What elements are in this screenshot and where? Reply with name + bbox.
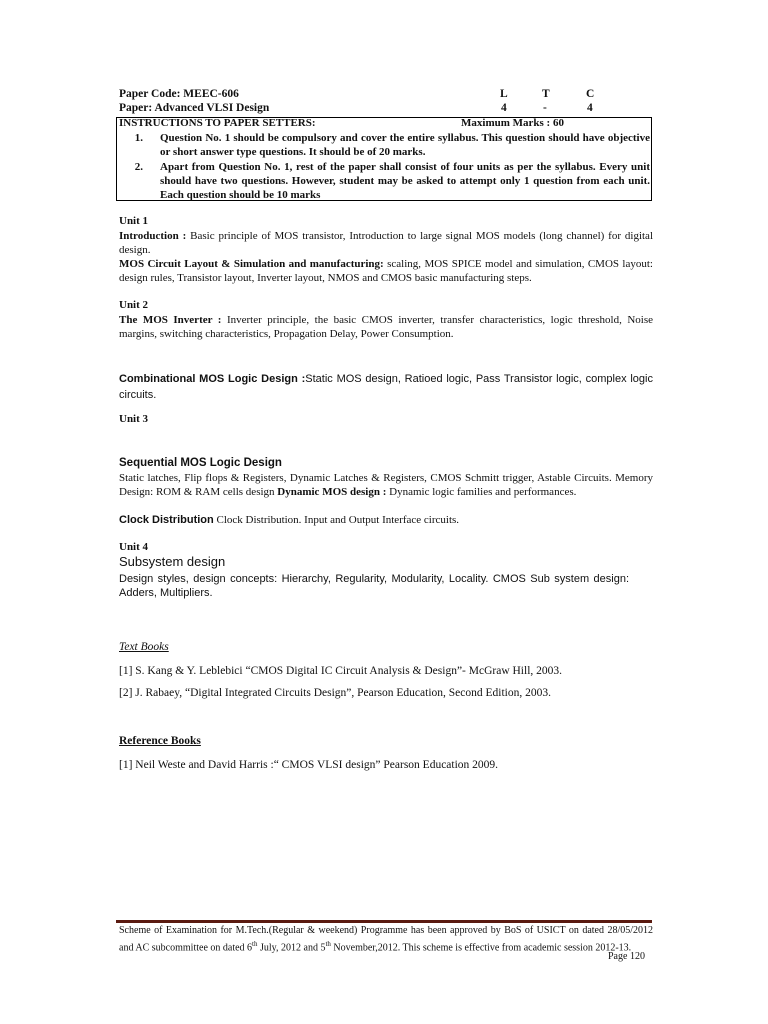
footer-text: Scheme of Examination for M.Tech.(Regular & weekend) Programme has been approved by BoS of USICT on dated 28/05/2012 and AC subcommittee on dated 6 [119, 925, 653, 953]
unit-1-layout [119, 257, 653, 285]
unit-3-title: Unit 3 [119, 413, 149, 425]
paper-name: Paper: Advanced VLSI Design [119, 102, 270, 114]
combinational-text: Static MOS design, Ratioed logic, Pass Transistor logic, complex logic circuits. [119, 373, 653, 401]
l-value: 4 [501, 102, 507, 114]
unit-3-clock [119, 513, 653, 527]
footer-rule [116, 920, 652, 923]
text-book-item: [1] S. Kang & Y. Leblebici “CMOS Digital IC Circuit Analysis & Design”- McGraw Hill, 2003. [119, 665, 563, 677]
combinational-label: Combinational MOS Logic Design : [119, 373, 306, 385]
dynamic-text: Dynamic logic families and performances. [386, 486, 577, 498]
unit-4-text: Design styles, design concepts: Hierarchy, Regularity, Modularity, Locality. CMOS Sub system design: Adders, Multipliers. [119, 573, 629, 599]
reference-books-heading: Reference Books [119, 735, 201, 747]
instruction-text: Apart from Question No. 1, rest of the paper shall consist of four units as per the syllabus. Every unit should have two questions. However, student may be asked to attempt only 1 question from each unit. Each question should be 10 marks [160, 161, 650, 201]
instruction-item [119, 160, 653, 202]
reference-book-item: [1] Neil Weste and David Harris :“ CMOS VLSI design” Pearson Education 2009. [119, 759, 499, 771]
t-label: T [542, 88, 550, 100]
footer-text: November,2012. This scheme is effective from academic session 2012-13. [330, 941, 632, 953]
paper-code: Paper Code: MEEC-606 [119, 88, 239, 100]
t-value: - [543, 102, 547, 114]
unit-2-inverter [119, 313, 653, 341]
instruction-number: 1. [134, 132, 143, 144]
layout-text: scaling, MOS SPICE model and simulation, CMOS layout: design rules, Transistor layout, Inverter layout, NMOS and CMOS basic manufacturing steps. [119, 258, 653, 284]
text-books-heading: Text Books [119, 641, 169, 653]
instruction-text: Question No. 1 should be compulsory and cover the entire syllabus. This question should have objective or short answer type questions. It should be of 20 marks. [160, 132, 650, 158]
unit-3-sequential [119, 471, 653, 499]
sequential-text: Static latches, Flip flops & Registers, Dynamic Latches & Registers, CMOS Schmitt trigger, Astable Circuits. Memory Design: ROM & RAM cells design [119, 472, 653, 498]
inverter-label: The MOS Inverter : [119, 314, 222, 326]
unit-1-title: Unit 1 [119, 215, 149, 227]
footer-note [119, 925, 653, 954]
unit-4-title: Unit 4 [119, 541, 149, 553]
inverter-text: Inverter principle, the basic CMOS inverter, transfer characteristics, logic threshold, Noise margins, switching characteristics, Propagation Delay, Power Consumption. [119, 314, 653, 340]
clock-label: Clock Distribution [119, 514, 214, 526]
text-book-item: [2] J. Rabaey, “Digital Integrated Circuits Design”, Pearson Education, Second Edition, 2003. [119, 687, 551, 699]
instructions-list [119, 131, 653, 203]
unit-1-introduction [119, 229, 653, 257]
c-label: C [586, 88, 595, 100]
instruction-number: 2. [134, 161, 143, 173]
footer-text: July, 2012 and 5 [257, 941, 326, 953]
introduction-label: Introduction : [119, 230, 187, 242]
dynamic-label: Dynamic MOS design : [277, 486, 387, 498]
unit-2-title: Unit 2 [119, 299, 149, 311]
max-marks: Maximum Marks : 60 [461, 117, 564, 129]
page-number: Page 120 [608, 951, 645, 962]
l-label: L [500, 88, 508, 100]
unit-2-combinational [119, 371, 653, 403]
introduction-text: Basic principle of MOS transistor, Introduction to large signal MOS models (long channel) for digital design. [119, 230, 653, 256]
subsystem-title: Subsystem design [119, 554, 226, 569]
footer-sup: th [325, 939, 331, 948]
instruction-item [119, 131, 653, 159]
layout-label: MOS Circuit Layout & Simulation and manufacturing: [119, 258, 384, 270]
instructions-title: INSTRUCTIONS TO PAPER SETTERS: [119, 117, 316, 129]
c-value: 4 [587, 102, 593, 114]
clock-text: Clock Distribution. Input and Output Interface circuits. [213, 514, 460, 526]
footer-sup: th [252, 939, 258, 948]
sequential-title: Sequential MOS Logic Design [119, 457, 282, 469]
